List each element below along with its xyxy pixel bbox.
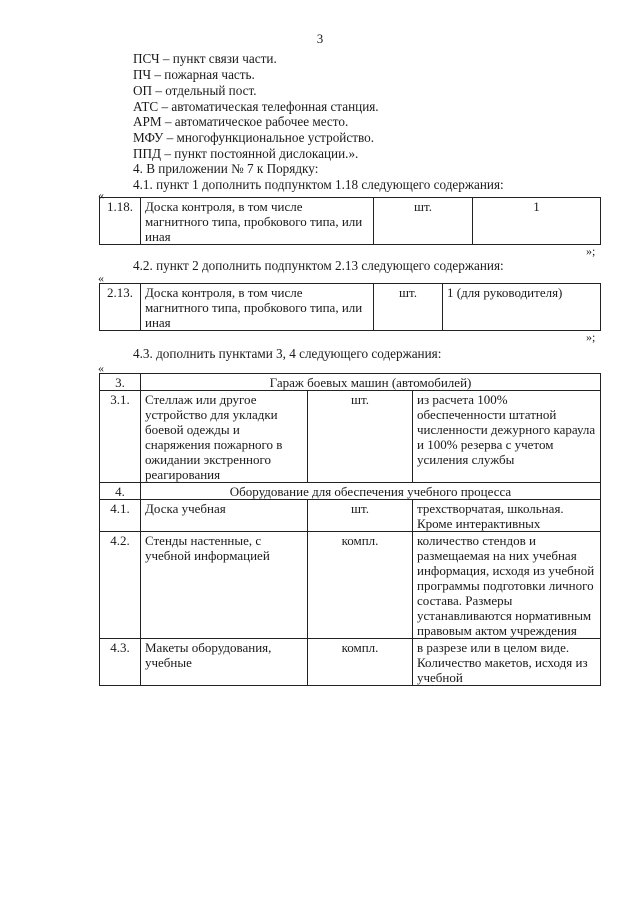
section-number: 3. <box>100 374 141 391</box>
section-header-row <box>100 374 601 391</box>
row-norm: из расчета 100% обеспеченности штатной численности дежурного караула и 100% резерва с учетом усиления службы <box>413 391 601 483</box>
row-number: 4.3. <box>100 639 141 686</box>
abbr-line: ПСЧ – пункт связи части. <box>133 51 277 66</box>
row-norm: 1 <box>473 198 601 245</box>
row-number: 4.2. <box>100 532 141 639</box>
row-norm: трехстворчатая, школьная. Кроме интерактивных <box>413 500 601 532</box>
table-2-13 <box>99 283 601 331</box>
table-row <box>100 639 601 686</box>
amendment-item-4-1: 4.1. пункт 1 дополнить подпунктом 1.18 следующего содержания: <box>133 177 504 192</box>
table-row <box>100 532 601 639</box>
section-header-row <box>100 483 601 500</box>
amendment-item-4-3: 4.3. дополнить пунктами 3, 4 следующего содержания: <box>133 346 442 361</box>
row-name: Доска учебная <box>141 500 308 532</box>
table-row <box>100 391 601 483</box>
amendment-item-4: 4. В приложении № 7 к Порядку: <box>133 161 319 176</box>
row-number: 3.1. <box>100 391 141 483</box>
row-unit: компл. <box>308 532 413 639</box>
row-name: Макеты оборудования, учебные <box>141 639 308 686</box>
row-unit: компл. <box>308 639 413 686</box>
row-norm: количество стендов и размещаемая на них учебная информация, исходя из учебной программы подготовки личного состава. Размеры устанавливаются нормативным правовым актом учреждения <box>413 532 601 639</box>
abbr-line: ППД – пункт постоянной дислокации.». <box>133 146 359 161</box>
row-unit: шт. <box>374 284 443 331</box>
row-number: 2.13. <box>100 284 141 331</box>
table-sections-3-4 <box>99 373 601 686</box>
abbr-line: ОП – отдельный пост. <box>133 83 257 98</box>
amendment-item-4-2: 4.2. пункт 2 дополнить подпунктом 2.13 следующего содержания: <box>133 258 504 273</box>
abbr-line: АТС – автоматическая телефонная станция. <box>133 99 379 114</box>
open-quote: « <box>98 271 104 285</box>
row-unit: шт. <box>308 391 413 483</box>
row-name: Доска контроля, в том числе магнитного типа, пробкового типа, или иная <box>141 284 374 331</box>
row-name: Стеллаж или другое устройство для укладки боевой одежды и снаряжения пожарного в ожидании экстренного реагирования <box>141 391 308 483</box>
open-quote: « <box>98 361 104 375</box>
row-name: Доска контроля, в том числе магнитного типа, пробкового типа, или иная <box>141 198 374 245</box>
table-row <box>100 198 601 245</box>
abbr-line: МФУ – многофункциональное устройство. <box>133 130 374 145</box>
page-number: 3 <box>316 31 324 46</box>
row-norm: 1 (для руководителя) <box>443 284 601 331</box>
section-title: Гараж боевых машин (автомобилей) <box>141 374 601 391</box>
abbr-line: ПЧ – пожарная часть. <box>133 67 255 82</box>
table-row <box>100 500 601 532</box>
section-title: Оборудование для обеспечения учебного процесса <box>141 483 601 500</box>
row-number: 4.1. <box>100 500 141 532</box>
row-norm: в разрезе или в целом виде. Количество макетов, исходя из учебной <box>413 639 601 686</box>
row-number: 1.18. <box>100 198 141 245</box>
abbr-line: АРМ – автоматическое рабочее место. <box>133 114 349 129</box>
table-row <box>100 284 601 331</box>
section-number: 4. <box>100 483 141 500</box>
close-quote: »; <box>586 244 596 258</box>
row-name: Стенды настенные, с учебной информацией <box>141 532 308 639</box>
row-unit: шт. <box>374 198 473 245</box>
row-unit: шт. <box>308 500 413 532</box>
table-1-18 <box>99 197 601 245</box>
open-quote: « <box>98 188 104 202</box>
close-quote: »; <box>586 330 596 344</box>
